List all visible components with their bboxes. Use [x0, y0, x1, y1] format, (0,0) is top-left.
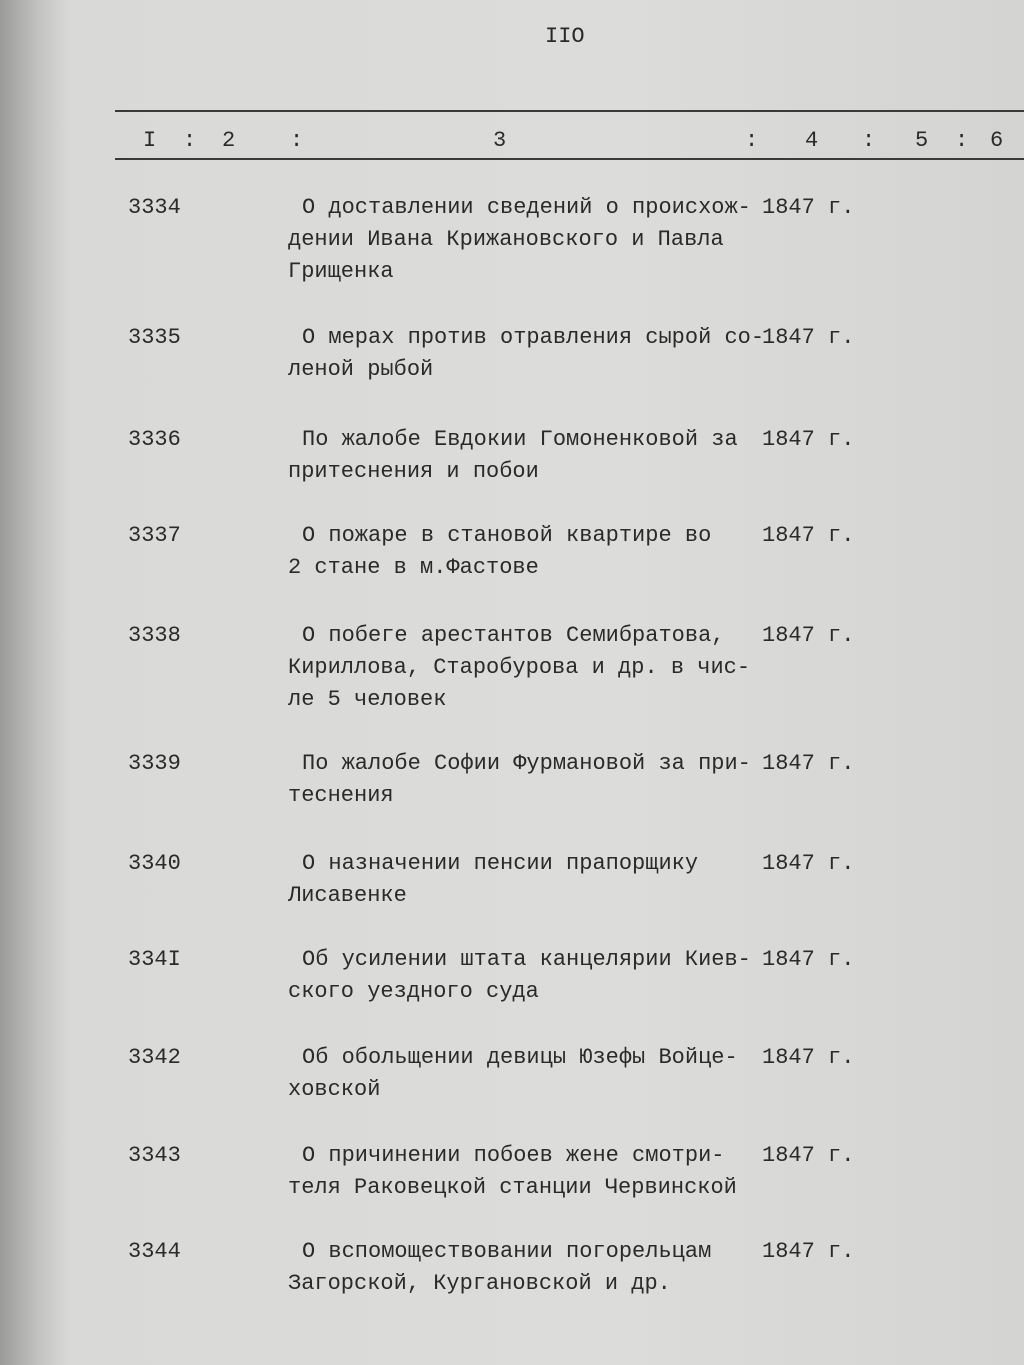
entry-title: [288, 944, 758, 1008]
entry-title-line: 2 стане в м.Фастове: [288, 555, 539, 580]
entry-year: 1847 г.: [762, 523, 855, 548]
entry-title-line: теля Раковецкой станции Червинской: [288, 1175, 737, 1200]
col-header-1: I: [143, 128, 157, 153]
entry-number: 3334: [128, 195, 181, 220]
entry-title-line: О побеге арестантов Семибратова,: [302, 623, 725, 648]
entry-title-line: Загорской, Кургановской и др.: [288, 1271, 671, 1296]
entry-year: 1847 г.: [762, 325, 855, 350]
entry-title-line: Лисавенке: [288, 883, 407, 908]
entry-year: 1847 г.: [762, 851, 855, 876]
entry-title-line: По жалобе Софии Фурмановой за при-: [302, 751, 751, 776]
page-number: IIO: [545, 24, 585, 49]
col-separator: :: [955, 128, 969, 153]
entry-title: [288, 322, 765, 386]
entry-year: 1847 г.: [762, 947, 855, 972]
col-separator: :: [745, 128, 759, 153]
entry-number: 3339: [128, 751, 181, 776]
col-header-3: 3: [493, 128, 507, 153]
col-header-5: 5: [915, 128, 929, 153]
col-separator: :: [862, 128, 876, 153]
entry-title-line: О причинении побоев жене смотри-: [302, 1143, 725, 1168]
entry-year: 1847 г.: [762, 751, 855, 776]
entry-title-line: О мерах против отравления сырой со-: [302, 325, 765, 350]
col-header-2: 2: [222, 128, 236, 153]
entry-number: 3335: [128, 325, 181, 350]
entry-year: 1847 г.: [762, 427, 855, 452]
entry-number: 3344: [128, 1239, 181, 1264]
entry-title-line: Грищенка: [288, 259, 394, 284]
entry-title: [288, 1140, 758, 1204]
entry-title: [288, 192, 758, 288]
entry-year: 1847 г.: [762, 1045, 855, 1070]
header-bottom-rule: [115, 158, 1024, 160]
entry-title-line: Об обольщении девицы Юзефы Войце-: [302, 1045, 738, 1070]
entry-title-line: дении Ивана Крижановского и Павла: [288, 227, 724, 252]
col-header-4: 4: [805, 128, 819, 153]
entry-title-line: ховской: [288, 1077, 381, 1102]
header-top-rule: [115, 110, 1024, 112]
entry-number: 3340: [128, 851, 181, 876]
entry-number: 334I: [128, 947, 181, 972]
entry-title-line: О вспомоществовании погорельцам: [302, 1239, 712, 1264]
col-header-6: 6: [990, 128, 1004, 153]
entry-title: [288, 848, 758, 912]
entry-year: 1847 г.: [762, 623, 855, 648]
entry-title: [288, 1236, 758, 1300]
entry-title-line: О пожаре в становой квартире во: [302, 523, 712, 548]
entry-title-line: притеснения и побои: [288, 459, 539, 484]
entry-year: 1847 г.: [762, 1239, 855, 1264]
entry-number: 3336: [128, 427, 181, 452]
entry-number: 3343: [128, 1143, 181, 1168]
col-separator: :: [290, 128, 304, 153]
entry-title-line: Об усилении штата канцелярии Киев-: [302, 947, 751, 972]
entry-number: 3337: [128, 523, 181, 548]
entry-title-line: О назначении пенсии прапорщику: [302, 851, 699, 876]
entry-title: [288, 520, 758, 584]
entry-title-line: Кириллова, Старобурова и др. в чис-: [288, 655, 751, 680]
entry-title-line: ле 5 человек: [288, 687, 447, 712]
entry-title: [288, 1042, 758, 1106]
col-separator: :: [183, 128, 197, 153]
entry-title-line: ского уездного суда: [288, 979, 539, 1004]
entry-title-line: По жалобе Евдокии Гомоненковой за: [302, 427, 738, 452]
entry-year: 1847 г.: [762, 195, 855, 220]
entry-number: 3338: [128, 623, 181, 648]
entry-title-line: О доставлении сведений о происхож-: [302, 195, 751, 220]
entry-title: [288, 748, 758, 812]
entry-title: [288, 424, 758, 488]
entry-title: [288, 620, 758, 716]
entry-year: 1847 г.: [762, 1143, 855, 1168]
entry-title-line: теснения: [288, 783, 394, 808]
entry-title-line: леной рыбой: [288, 357, 434, 382]
entry-number: 3342: [128, 1045, 181, 1070]
